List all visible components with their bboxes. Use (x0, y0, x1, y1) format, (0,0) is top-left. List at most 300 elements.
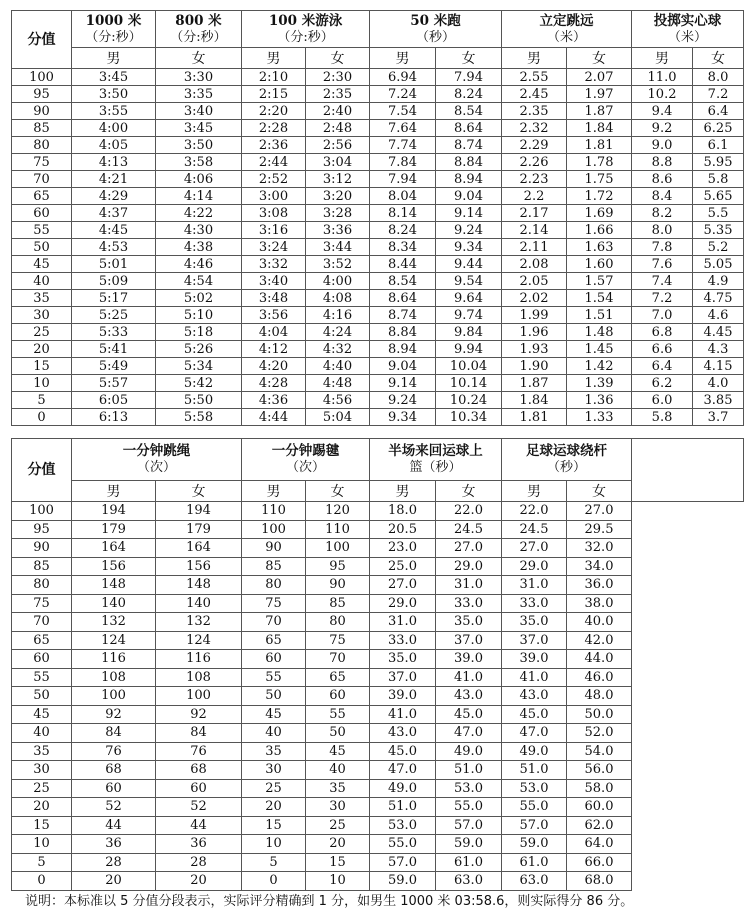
score-cell: 15 (12, 816, 72, 835)
value-cell: 2:44 (242, 154, 306, 171)
value-cell: 5.8 (632, 409, 693, 426)
value-cell: 61.0 (436, 853, 502, 872)
value-cell: 41.0 (370, 705, 436, 724)
event-header: 投掷实心球 （米） (632, 11, 744, 48)
value-cell: 33.0 (370, 631, 436, 650)
value-cell: 4.6 (693, 307, 744, 324)
value-cell: 2.35 (502, 103, 567, 120)
value-cell: 10.2 (632, 86, 693, 103)
value-cell: 43.0 (502, 687, 567, 706)
value-cell: 3:45 (156, 120, 242, 137)
value-cell: 61.0 (502, 853, 567, 872)
value-cell: 20 (306, 835, 370, 854)
gender-header: 女 (567, 48, 632, 69)
value-cell: 50 (306, 724, 370, 743)
value-cell: 124 (156, 631, 242, 650)
value-cell: 156 (72, 557, 156, 576)
value-cell: 2:36 (242, 137, 306, 154)
value-cell: 4:14 (156, 188, 242, 205)
value-cell: 60 (156, 779, 242, 798)
value-cell: 41.0 (502, 668, 567, 687)
value-cell: 5:57 (72, 375, 156, 392)
value-cell: 2.29 (502, 137, 567, 154)
value-cell: 11.0 (632, 69, 693, 86)
score-cell: 5 (12, 392, 72, 409)
value-cell: 3:32 (242, 256, 306, 273)
value-cell: 1.60 (567, 256, 632, 273)
value-cell: 132 (156, 613, 242, 632)
value-cell: 52 (72, 798, 156, 817)
table-row (12, 290, 744, 307)
score-cell: 80 (12, 576, 72, 595)
value-cell: 24.5 (502, 520, 567, 539)
value-cell: 37.0 (436, 631, 502, 650)
value-cell: 8.24 (436, 86, 502, 103)
value-cell: 31.0 (436, 576, 502, 595)
value-cell: 8.84 (370, 324, 436, 341)
table-row (12, 668, 744, 687)
value-cell: 9.54 (436, 273, 502, 290)
value-cell: 34.0 (567, 557, 632, 576)
value-cell: 116 (156, 650, 242, 669)
value-cell: 2.23 (502, 171, 567, 188)
value-cell: 9.24 (436, 222, 502, 239)
score-cell: 35 (12, 742, 72, 761)
score-cell: 70 (12, 171, 72, 188)
value-cell: 2:10 (242, 69, 306, 86)
value-cell: 90 (306, 576, 370, 595)
value-cell: 140 (156, 594, 242, 613)
value-cell: 5:34 (156, 358, 242, 375)
value-cell: 6.94 (370, 69, 436, 86)
value-cell: 59.0 (436, 835, 502, 854)
value-cell: 148 (156, 576, 242, 595)
value-cell: 2:15 (242, 86, 306, 103)
value-cell: 33.0 (436, 594, 502, 613)
value-cell: 2.07 (567, 69, 632, 86)
value-cell: 39.0 (502, 650, 567, 669)
gender-header: 男 (502, 481, 567, 502)
value-cell: 6.6 (632, 341, 693, 358)
value-cell: 6.4 (632, 358, 693, 375)
score-cell: 90 (12, 539, 72, 558)
value-cell: 10.04 (436, 358, 502, 375)
value-cell: 31.0 (370, 613, 436, 632)
value-cell: 28 (156, 853, 242, 872)
table-row (12, 594, 744, 613)
value-cell: 9.04 (370, 358, 436, 375)
value-cell: 4:00 (306, 273, 370, 290)
value-cell: 5:58 (156, 409, 242, 426)
score-cell: 10 (12, 835, 72, 854)
score-cell: 45 (12, 256, 72, 273)
value-cell: 4:38 (156, 239, 242, 256)
value-cell: 52 (156, 798, 242, 817)
value-cell: 9.4 (632, 103, 693, 120)
value-cell: 4:06 (156, 171, 242, 188)
value-cell: 3:50 (72, 86, 156, 103)
value-cell: 45.0 (436, 705, 502, 724)
value-cell: 1.78 (567, 154, 632, 171)
value-cell: 4.9 (693, 273, 744, 290)
table-row (12, 222, 744, 239)
value-cell: 40.0 (567, 613, 632, 632)
value-cell: 3:04 (306, 154, 370, 171)
score-header: 分值 (12, 439, 72, 502)
value-cell: 4:21 (72, 171, 156, 188)
value-cell: 35 (306, 779, 370, 798)
value-cell: 80 (242, 576, 306, 595)
value-cell: 4:53 (72, 239, 156, 256)
value-cell: 6.4 (693, 103, 744, 120)
value-cell: 2.55 (502, 69, 567, 86)
score-cell: 55 (12, 222, 72, 239)
score-cell: 40 (12, 724, 72, 743)
value-cell: 5.8 (693, 171, 744, 188)
value-cell: 2.32 (502, 120, 567, 137)
score-cell: 25 (12, 324, 72, 341)
value-cell: 57.0 (502, 816, 567, 835)
value-cell: 7.54 (370, 103, 436, 120)
value-cell: 10.24 (436, 392, 502, 409)
value-cell: 90 (242, 539, 306, 558)
value-cell: 53.0 (436, 779, 502, 798)
value-cell: 30 (306, 798, 370, 817)
value-cell: 44.0 (567, 650, 632, 669)
value-cell: 8.54 (436, 103, 502, 120)
score-cell: 95 (12, 86, 72, 103)
table-row (12, 307, 744, 324)
value-cell: 55 (242, 668, 306, 687)
empty-cell (632, 439, 744, 502)
value-cell: 2:20 (242, 103, 306, 120)
value-cell: 5:50 (156, 392, 242, 409)
table-row (12, 742, 744, 761)
value-cell: 1.81 (502, 409, 567, 426)
score-cell: 0 (12, 409, 72, 426)
score-cell: 50 (12, 687, 72, 706)
table-row (12, 154, 744, 171)
value-cell: 2.08 (502, 256, 567, 273)
value-cell: 60 (72, 779, 156, 798)
value-cell: 70 (242, 613, 306, 632)
table-row (12, 86, 744, 103)
gender-header: 男 (72, 48, 156, 69)
value-cell: 55.0 (502, 798, 567, 817)
table-row (12, 650, 744, 669)
table-1-header-row (12, 11, 744, 48)
value-cell: 5.95 (693, 154, 744, 171)
value-cell: 4:20 (242, 358, 306, 375)
value-cell: 15 (306, 853, 370, 872)
value-cell: 95 (306, 557, 370, 576)
value-cell: 9.84 (436, 324, 502, 341)
score-cell: 55 (12, 668, 72, 687)
value-cell: 8.0 (632, 222, 693, 239)
gender-header: 女 (436, 48, 502, 69)
value-cell: 4:54 (156, 273, 242, 290)
value-cell: 43.0 (436, 687, 502, 706)
value-cell: 9.14 (436, 205, 502, 222)
value-cell: 24.5 (436, 520, 502, 539)
value-cell: 4:46 (156, 256, 242, 273)
table-row (12, 557, 744, 576)
value-cell: 3:35 (156, 86, 242, 103)
value-cell: 6.1 (693, 137, 744, 154)
value-cell: 47.0 (502, 724, 567, 743)
gender-header: 男 (242, 481, 306, 502)
value-cell: 9.24 (370, 392, 436, 409)
value-cell: 120 (306, 502, 370, 521)
value-cell: 7.74 (370, 137, 436, 154)
value-cell: 92 (72, 705, 156, 724)
table-row (12, 256, 744, 273)
table-row (12, 816, 744, 835)
gender-header: 男 (632, 48, 693, 69)
table-row (12, 613, 744, 632)
value-cell: 25 (242, 779, 306, 798)
gender-header: 男 (502, 48, 567, 69)
value-cell: 9.14 (370, 375, 436, 392)
value-cell: 5:04 (306, 409, 370, 426)
gender-header: 男 (370, 48, 436, 69)
value-cell: 51.0 (370, 798, 436, 817)
value-cell: 3:36 (306, 222, 370, 239)
value-cell: 5:02 (156, 290, 242, 307)
value-cell: 4:44 (242, 409, 306, 426)
value-cell: 3:55 (72, 103, 156, 120)
value-cell: 9.44 (436, 256, 502, 273)
table-1-body (12, 69, 744, 426)
value-cell: 2:52 (242, 171, 306, 188)
value-cell: 4:37 (72, 205, 156, 222)
value-cell: 7.94 (436, 69, 502, 86)
value-cell: 29.5 (567, 520, 632, 539)
value-cell: 41.0 (436, 668, 502, 687)
value-cell: 33.0 (502, 594, 567, 613)
value-cell: 58.0 (567, 779, 632, 798)
table-row (12, 188, 744, 205)
value-cell: 108 (72, 668, 156, 687)
value-cell: 10.34 (436, 409, 502, 426)
value-cell: 36 (72, 835, 156, 854)
event-header: 立定跳远 （米） (502, 11, 632, 48)
gender-header: 男 (72, 481, 156, 502)
value-cell: 7.8 (632, 239, 693, 256)
value-cell: 5:10 (156, 307, 242, 324)
table-row (12, 239, 744, 256)
value-cell: 4:29 (72, 188, 156, 205)
value-cell: 4:00 (72, 120, 156, 137)
table-row (12, 358, 744, 375)
event-header: 100 米游泳 （分:秒） (242, 11, 370, 48)
table-row (12, 137, 744, 154)
event-header: 50 米跑 （秒） (370, 11, 502, 48)
value-cell: 1.84 (502, 392, 567, 409)
value-cell: 1.99 (502, 307, 567, 324)
value-cell: 30 (242, 761, 306, 780)
value-cell: 8.8 (632, 154, 693, 171)
value-cell: 4:12 (242, 341, 306, 358)
value-cell: 2.26 (502, 154, 567, 171)
value-cell: 100 (156, 687, 242, 706)
value-cell: 2.14 (502, 222, 567, 239)
value-cell: 4.3 (693, 341, 744, 358)
value-cell: 9.94 (436, 341, 502, 358)
event-header: 800 米 （分:秒） (156, 11, 242, 48)
value-cell: 4:40 (306, 358, 370, 375)
value-cell: 8.74 (370, 307, 436, 324)
value-cell: 1.93 (502, 341, 567, 358)
value-cell: 3:45 (72, 69, 156, 86)
value-cell: 1.87 (567, 103, 632, 120)
value-cell: 27.0 (567, 502, 632, 521)
table-row (12, 375, 744, 392)
value-cell: 40 (306, 761, 370, 780)
value-cell: 1.45 (567, 341, 632, 358)
table-row (12, 502, 744, 521)
value-cell: 20 (242, 798, 306, 817)
table-row (12, 631, 744, 650)
value-cell: 76 (72, 742, 156, 761)
value-cell: 53.0 (370, 816, 436, 835)
value-cell: 50 (242, 687, 306, 706)
value-cell: 45 (306, 742, 370, 761)
value-cell: 4:36 (242, 392, 306, 409)
value-cell: 75 (306, 631, 370, 650)
gender-header: 女 (693, 48, 744, 69)
value-cell: 6.0 (632, 392, 693, 409)
table-row (12, 853, 744, 872)
value-cell: 47.0 (370, 761, 436, 780)
score-cell: 90 (12, 103, 72, 120)
score-cell: 80 (12, 137, 72, 154)
value-cell: 29.0 (502, 557, 567, 576)
score-cell: 100 (12, 69, 72, 86)
event-header: 半场来回运球上 篮（秒） (370, 439, 502, 481)
value-cell: 5:26 (156, 341, 242, 358)
score-cell: 15 (12, 358, 72, 375)
value-cell: 2.2 (502, 188, 567, 205)
table-row (12, 761, 744, 780)
value-cell: 20 (156, 872, 242, 891)
table-row (12, 341, 744, 358)
value-cell: 31.0 (502, 576, 567, 595)
value-cell: 7.0 (632, 307, 693, 324)
value-cell: 2.05 (502, 273, 567, 290)
value-cell: 8.14 (370, 205, 436, 222)
table-row (12, 835, 744, 854)
value-cell: 4:05 (72, 137, 156, 154)
value-cell: 4:28 (242, 375, 306, 392)
value-cell: 49.0 (502, 742, 567, 761)
value-cell: 57.0 (370, 853, 436, 872)
score-cell: 65 (12, 631, 72, 650)
value-cell: 51.0 (502, 761, 567, 780)
value-cell: 8.64 (370, 290, 436, 307)
value-cell: 25.0 (370, 557, 436, 576)
value-cell: 2.45 (502, 86, 567, 103)
value-cell: 1.66 (567, 222, 632, 239)
value-cell: 1.63 (567, 239, 632, 256)
value-cell: 3:50 (156, 137, 242, 154)
table-row (12, 120, 744, 137)
value-cell: 2:48 (306, 120, 370, 137)
value-cell: 52.0 (567, 724, 632, 743)
value-cell: 39.0 (370, 687, 436, 706)
score-cell: 75 (12, 594, 72, 613)
table-row (12, 392, 744, 409)
value-cell: 2:40 (306, 103, 370, 120)
value-cell: 36 (156, 835, 242, 854)
score-cell: 0 (12, 872, 72, 891)
gender-header: 女 (306, 481, 370, 502)
value-cell: 84 (156, 724, 242, 743)
value-cell: 44 (156, 816, 242, 835)
value-cell: 18.0 (370, 502, 436, 521)
score-cell: 30 (12, 761, 72, 780)
value-cell: 27.0 (370, 576, 436, 595)
value-cell: 49.0 (370, 779, 436, 798)
value-cell: 25 (306, 816, 370, 835)
value-cell: 100 (242, 520, 306, 539)
value-cell: 1.39 (567, 375, 632, 392)
value-cell: 15 (242, 816, 306, 835)
table-row (12, 205, 744, 222)
value-cell: 65 (306, 668, 370, 687)
score-cell: 75 (12, 154, 72, 171)
value-cell: 5.05 (693, 256, 744, 273)
table-row (12, 687, 744, 706)
value-cell: 27.0 (502, 539, 567, 558)
value-cell: 3:30 (156, 69, 242, 86)
value-cell: 4:45 (72, 222, 156, 239)
value-cell: 2:56 (306, 137, 370, 154)
value-cell: 4.0 (693, 375, 744, 392)
value-cell: 62.0 (567, 816, 632, 835)
table-row (12, 273, 744, 290)
value-cell: 45.0 (502, 705, 567, 724)
value-cell: 9.64 (436, 290, 502, 307)
event-header: 一分钟跳绳 （次） (72, 439, 242, 481)
value-cell: 9.2 (632, 120, 693, 137)
value-cell: 49.0 (436, 742, 502, 761)
value-cell: 8.64 (436, 120, 502, 137)
value-cell: 3:00 (242, 188, 306, 205)
value-cell: 4:24 (306, 324, 370, 341)
value-cell: 6.25 (693, 120, 744, 137)
value-cell: 8.24 (370, 222, 436, 239)
value-cell: 2:28 (242, 120, 306, 137)
value-cell: 76 (156, 742, 242, 761)
value-cell: 1.54 (567, 290, 632, 307)
value-cell: 3:28 (306, 205, 370, 222)
table-row (12, 171, 744, 188)
value-cell: 1.96 (502, 324, 567, 341)
score-cell: 100 (12, 502, 72, 521)
value-cell: 37.0 (370, 668, 436, 687)
value-cell: 3:40 (242, 273, 306, 290)
value-cell: 5:25 (72, 307, 156, 324)
value-cell: 6:05 (72, 392, 156, 409)
value-cell: 148 (72, 576, 156, 595)
value-cell: 5:17 (72, 290, 156, 307)
value-cell: 68 (72, 761, 156, 780)
value-cell: 179 (156, 520, 242, 539)
value-cell: 1.42 (567, 358, 632, 375)
value-cell: 8.94 (370, 341, 436, 358)
value-cell: 2:35 (306, 86, 370, 103)
